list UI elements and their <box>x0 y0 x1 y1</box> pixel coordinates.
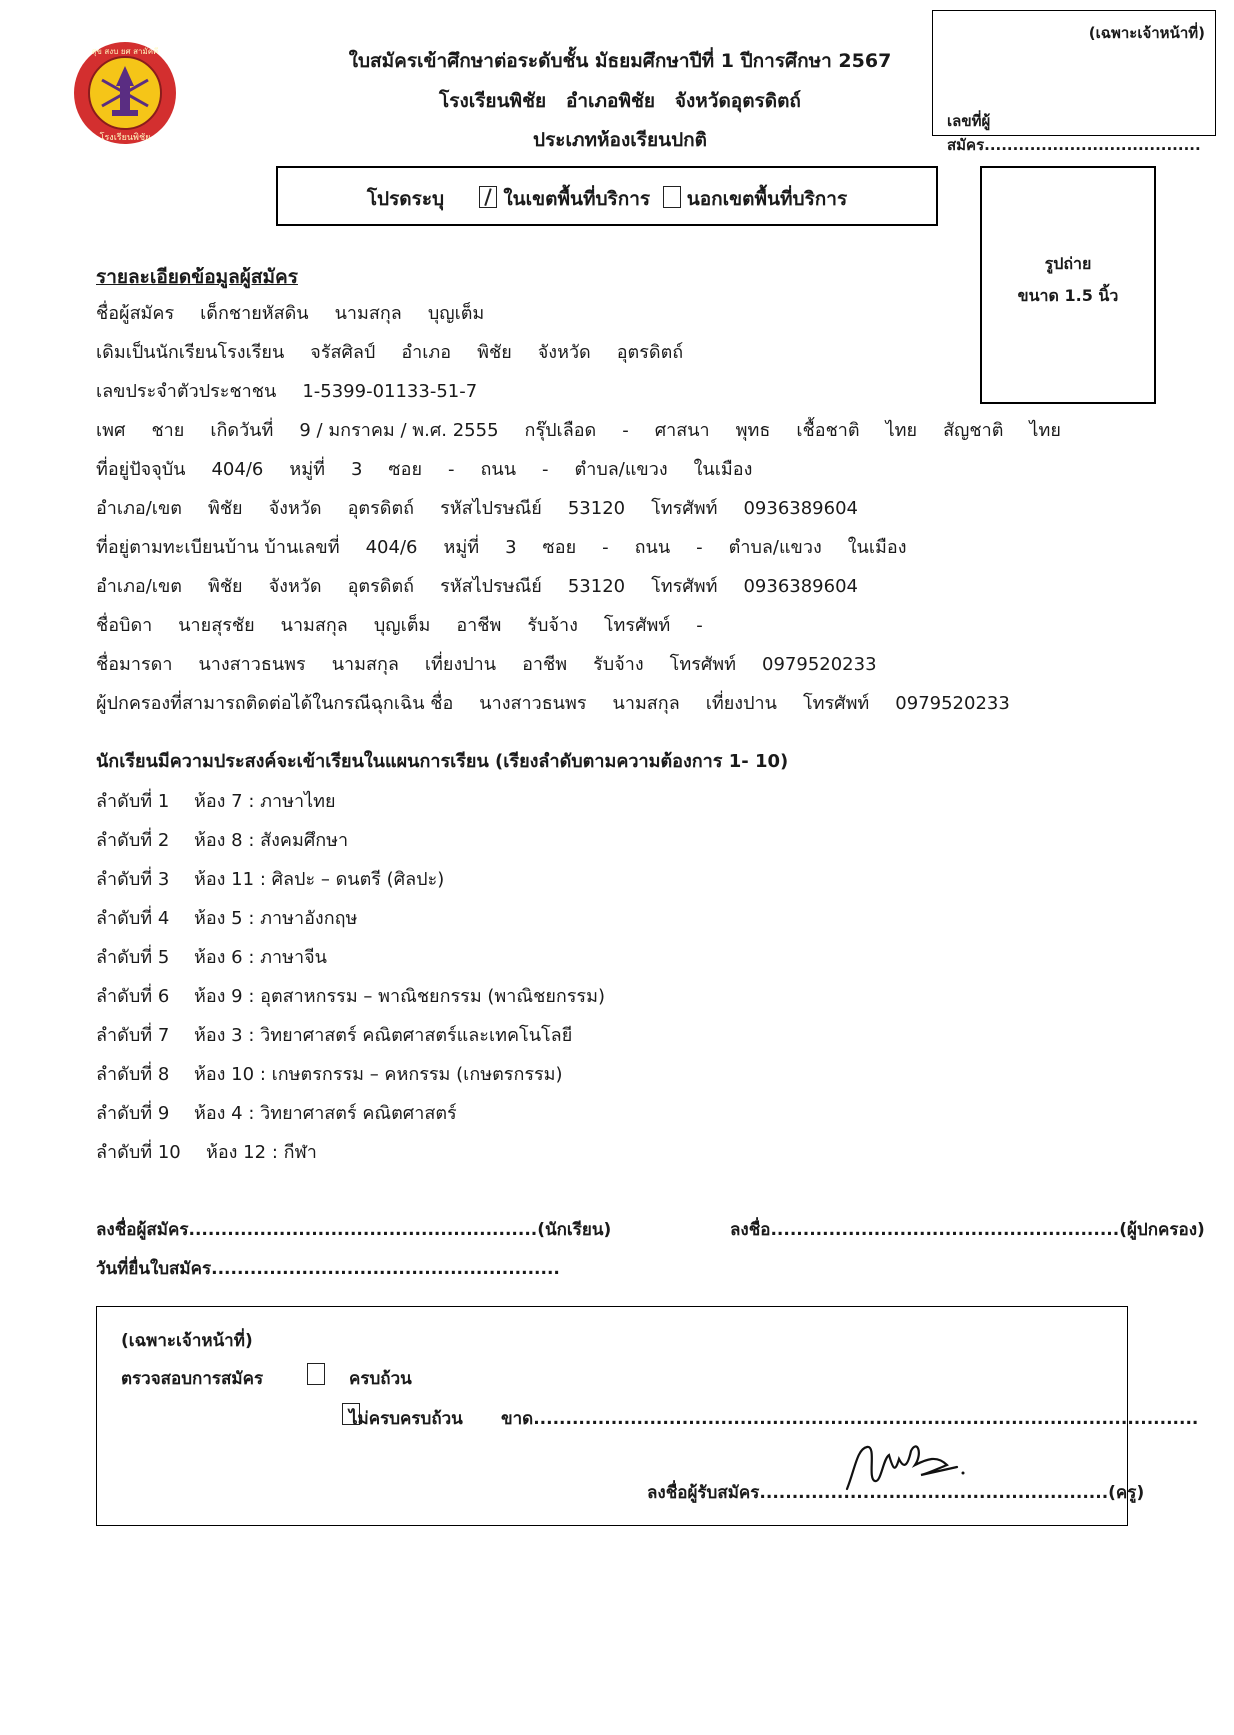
photo-size-label: ขนาด 1.5 นิ้ว <box>1017 286 1119 305</box>
guardian-name[interactable]: นางสาวธนพร <box>479 693 587 714</box>
cur-subdistrict[interactable]: ในเมือง <box>693 459 753 480</box>
office-use-label: (เฉพาะเจ้าหน้าที่) <box>1088 24 1205 42</box>
school-seal-icon <box>72 40 178 146</box>
complete-checkbox[interactable] <box>307 1363 325 1385</box>
religion[interactable]: พุทธ <box>735 420 771 441</box>
missing-items-field[interactable]: ขาด....................................................................................................... <box>501 1409 1199 1429</box>
province-label: จังหวัด <box>537 342 591 363</box>
phone-label: โทรศัพท์ <box>651 576 718 597</box>
office-use-box <box>932 10 1216 154</box>
dob[interactable]: 9 / มกราคม / พ.ศ. 2555 <box>299 420 499 441</box>
photo-box <box>980 166 1156 404</box>
preference-room[interactable]: ห้อง 12 : กีฬา <box>206 1142 317 1163</box>
sex-label: เพศ <box>96 420 126 441</box>
receiver-signature-line[interactable]: ลงชื่อผู้รับสมัคร......................................................(ครู) <box>647 1483 1145 1503</box>
preferences-title: นักเรียนมีความประสงค์จะเข้าเรียนในแผนการเรียน (เรียงลำดับตามความต้องการ 1- 10) <box>96 751 789 772</box>
district-label: อำเภอ <box>401 342 452 363</box>
preference-rank: ลำดับที่ 9 <box>96 1103 170 1124</box>
row-personal <box>96 419 1061 443</box>
cur-house[interactable]: 404/6 <box>211 459 264 480</box>
logo-top-text: สุข สงบ ยศ สามัคคี <box>91 47 159 56</box>
preference-rank: ลำดับที่ 2 <box>96 830 170 851</box>
complete-label: ครบถ้วน <box>349 1369 412 1389</box>
cur-soi[interactable]: - <box>448 459 455 480</box>
out-area-label: นอกเขตพื้นที่บริการ <box>686 188 848 210</box>
mother-name[interactable]: นางสาวธนพร <box>198 654 306 675</box>
preference-item <box>96 1098 457 1127</box>
reg-addr-label: ที่อยู่ตามทะเบียนบ้าน บ้านเลขที่ <box>96 537 340 558</box>
phone-label: โทรศัพท์ <box>603 615 671 636</box>
preference-rank: ลำดับที่ 6 <box>96 986 170 1007</box>
preference-room[interactable]: ห้อง 8 : สังคมศึกษา <box>194 830 349 851</box>
staff-use-label: (เฉพาะเจ้าหน้าที่) <box>121 1331 253 1351</box>
service-area-box <box>276 166 938 226</box>
preference-rank: ลำดับที่ 4 <box>96 908 170 929</box>
father-phone[interactable]: - <box>696 615 703 636</box>
province-label: จังหวัด <box>268 498 322 519</box>
preference-item <box>96 942 327 971</box>
out-area-checkbox[interactable] <box>663 186 681 208</box>
staff-verification-box <box>96 1306 1199 1526</box>
preference-room[interactable]: ห้อง 11 : ศิลปะ – ดนตรี (ศิลปะ) <box>194 869 445 890</box>
preference-rank: ลำดับที่ 3 <box>96 869 170 890</box>
student-signature-line[interactable]: ลงชื่อผู้สมัคร......................................................(นักเรียน) <box>96 1220 612 1240</box>
moo-label: หมู่ที่ <box>443 537 480 558</box>
preference-item <box>96 1059 563 1088</box>
incomplete-label: ไม่ครบครบถ้วน <box>349 1409 463 1429</box>
dob-label: เกิดวันที่ <box>210 420 274 441</box>
road-label: ถนน <box>634 537 671 558</box>
id-label: เลขประจำตัวประชาชน <box>96 381 277 402</box>
in-area-checkbox[interactable] <box>479 186 497 208</box>
district-area-label: อำเภอ/เขต <box>96 498 182 519</box>
father-job[interactable]: รับจ้าง <box>527 615 578 636</box>
preference-item <box>96 864 444 893</box>
reg-province[interactable]: อุตรดิตถ์ <box>347 576 415 597</box>
logo-bottom-text: โรงเรียนพิชัย <box>99 133 151 143</box>
preference-rank: ลำดับที่ 5 <box>96 947 170 968</box>
cur-district[interactable]: พิชัย <box>207 498 243 519</box>
occupation-label: อาชีพ <box>522 654 568 675</box>
postal-label: รหัสไปรษณีย์ <box>440 498 542 519</box>
preference-rank: ลำดับที่ 1 <box>96 791 170 812</box>
preference-rank: ลำดับที่ 7 <box>96 1025 170 1046</box>
preference-room[interactable]: ห้อง 5 : ภาษาอังกฤษ <box>194 908 358 929</box>
blood-label: กรุ๊ปเลือด <box>524 420 597 441</box>
ethnicity-label: เชื้อชาติ <box>796 420 860 441</box>
occupation-label: อาชีพ <box>456 615 502 636</box>
preference-item <box>96 786 336 815</box>
cur-phone[interactable]: 0936389604 <box>743 498 858 519</box>
prev-school-label: เดิมเป็นนักเรียนโรงเรียน <box>96 342 285 363</box>
row-current-address <box>96 458 752 482</box>
blood[interactable]: - <box>622 420 629 441</box>
preference-room[interactable]: ห้อง 7 : ภาษาไทย <box>194 791 336 812</box>
row-registered-address <box>96 536 906 560</box>
name-label: ชื่อผู้สมัคร <box>96 303 175 324</box>
submission-date-line[interactable]: วันที่ยื่นใบสมัคร...................................................... <box>96 1259 560 1279</box>
guardian-signature-line[interactable]: ลงชื่อ......................................................(ผู้ปกครอง) <box>730 1220 1205 1240</box>
cur-addr-label: ที่อยู่ปัจจุบัน <box>96 459 186 480</box>
class-type: ประเภทห้องเรียนปกติ <box>533 129 707 151</box>
row-registered-district <box>96 575 858 599</box>
row-mother <box>96 653 877 677</box>
preference-item <box>96 825 348 854</box>
cur-province[interactable]: อุตรดิตถ์ <box>347 498 415 519</box>
mother-label: ชื่อมารดา <box>96 654 173 675</box>
row-id <box>96 380 477 404</box>
phone-label: โทรศัพท์ <box>651 498 718 519</box>
mother-surname[interactable]: เที่ยงปาน <box>424 654 497 675</box>
applicant-number-field[interactable]: เลขที่ผู้สมัคร...................................... <box>947 112 1201 154</box>
guardian-surname[interactable]: เที่ยงปาน <box>705 693 777 714</box>
subdistrict-label: ตำบล/แขวง <box>574 459 668 480</box>
check-application-label: ตรวจสอบการสมัคร <box>121 1369 264 1389</box>
preference-room[interactable]: ห้อง 6 : ภาษาจีน <box>194 947 327 968</box>
preference-room[interactable]: ห้อง 10 : เกษตรกรรม – คหกรรม (เกษตรกรรม) <box>194 1064 563 1085</box>
surname-label: นามสกุล <box>612 693 680 714</box>
handwritten-signature-icon <box>837 1429 967 1495</box>
school-line: โรงเรียนพิชัย อำเภอพิชัย จังหวัดอุตรดิตถ์ <box>439 90 801 112</box>
nationality-label: สัญชาติ <box>943 420 1004 441</box>
preference-item <box>96 981 605 1010</box>
preference-room[interactable]: ห้อง 9 : อุตสาหกรรม – พาณิชยกรรม (พาณิชยกรรม) <box>194 986 605 1007</box>
applicant-section-title: รายละเอียดข้อมูลผู้สมัคร <box>96 266 298 288</box>
soi-label: ซอย <box>542 537 577 558</box>
row-name <box>96 302 484 326</box>
province-label: จังหวัด <box>268 576 322 597</box>
surname-label: นามสกุล <box>331 654 399 675</box>
preference-room[interactable]: ห้อง 3 : วิทยาศาสตร์ คณิตศาสตร์และเทคโนโลยี <box>194 1025 573 1046</box>
moo-label: หมู่ที่ <box>289 459 325 480</box>
subdistrict-label: ตำบล/แขวง <box>728 537 822 558</box>
photo-label: รูปถ่าย <box>1044 254 1092 273</box>
area-prompt: โปรดระบุ <box>366 188 445 210</box>
nationality[interactable]: ไทย <box>1029 420 1061 441</box>
phone-label: โทรศัพท์ <box>802 693 870 714</box>
form-title: ใบสมัครเข้าศึกษาต่อระดับชั้น มัธยมศึกษาปีที่ 1 ปีการศึกษา 2567 <box>348 50 892 72</box>
row-guardian <box>96 692 1010 716</box>
reg-district[interactable]: พิชัย <box>207 576 243 597</box>
soi-label: ซอย <box>388 459 422 480</box>
cur-postal[interactable]: 53120 <box>567 498 626 519</box>
prev-school[interactable]: จรัสศิลป์ <box>310 342 376 363</box>
preference-item <box>96 1020 572 1049</box>
reg-phone[interactable]: 0936389604 <box>743 576 858 597</box>
reg-moo[interactable]: 3 <box>505 537 517 558</box>
row-prev-school <box>96 341 683 365</box>
mother-job[interactable]: รับจ้าง <box>593 654 644 675</box>
surname-label: นามสกุล <box>280 615 348 636</box>
in-area-label: ในเขตพื้นที่บริการ <box>503 188 651 210</box>
prev-province[interactable]: อุตรดิตถ์ <box>616 342 684 363</box>
surname-label: นามสกุล <box>334 303 402 324</box>
row-father <box>96 614 703 638</box>
mother-phone[interactable]: 0979520233 <box>762 654 877 675</box>
preference-item <box>96 1137 317 1166</box>
cur-moo[interactable]: 3 <box>350 459 363 480</box>
father-label: ชื่อบิดา <box>96 615 153 636</box>
postal-label: รหัสไปรษณีย์ <box>440 576 542 597</box>
district-area-label: อำเภอ/เขต <box>96 576 182 597</box>
sex[interactable]: ชาย <box>151 420 185 441</box>
father-name[interactable]: นายสุรชัย <box>178 615 255 636</box>
applicant-surname[interactable]: บุญเต็ม <box>427 303 485 324</box>
road-label: ถนน <box>480 459 517 480</box>
preference-item <box>96 903 357 932</box>
row-current-district <box>96 497 858 521</box>
guardian-label: ผู้ปกครองที่สามารถติดต่อได้ในกรณีฉุกเฉิน ชื่อ <box>96 693 454 714</box>
preference-room[interactable]: ห้อง 4 : วิทยาศาสตร์ คณิตศาสตร์ <box>194 1103 457 1124</box>
reg-road[interactable]: - <box>696 537 703 558</box>
preference-rank: ลำดับที่ 10 <box>96 1142 181 1163</box>
reg-soi[interactable]: - <box>602 537 609 558</box>
prev-district[interactable]: พิชัย <box>477 342 512 363</box>
reg-postal[interactable]: 53120 <box>567 576 626 597</box>
preference-rank: ลำดับที่ 8 <box>96 1064 170 1085</box>
id-number[interactable]: 1-5399-01133-51-7 <box>302 381 478 402</box>
reg-subdistrict[interactable]: ในเมือง <box>847 537 907 558</box>
reg-house[interactable]: 404/6 <box>365 537 418 558</box>
father-surname[interactable]: บุญเต็ม <box>373 615 431 636</box>
phone-label: โทรศัพท์ <box>669 654 737 675</box>
cur-road[interactable]: - <box>542 459 549 480</box>
applicant-name[interactable]: เด็กชายหัสดิน <box>200 303 309 324</box>
guardian-phone[interactable]: 0979520233 <box>895 693 1010 714</box>
ethnicity[interactable]: ไทย <box>885 420 918 441</box>
religion-label: ศาสนา <box>654 420 710 441</box>
